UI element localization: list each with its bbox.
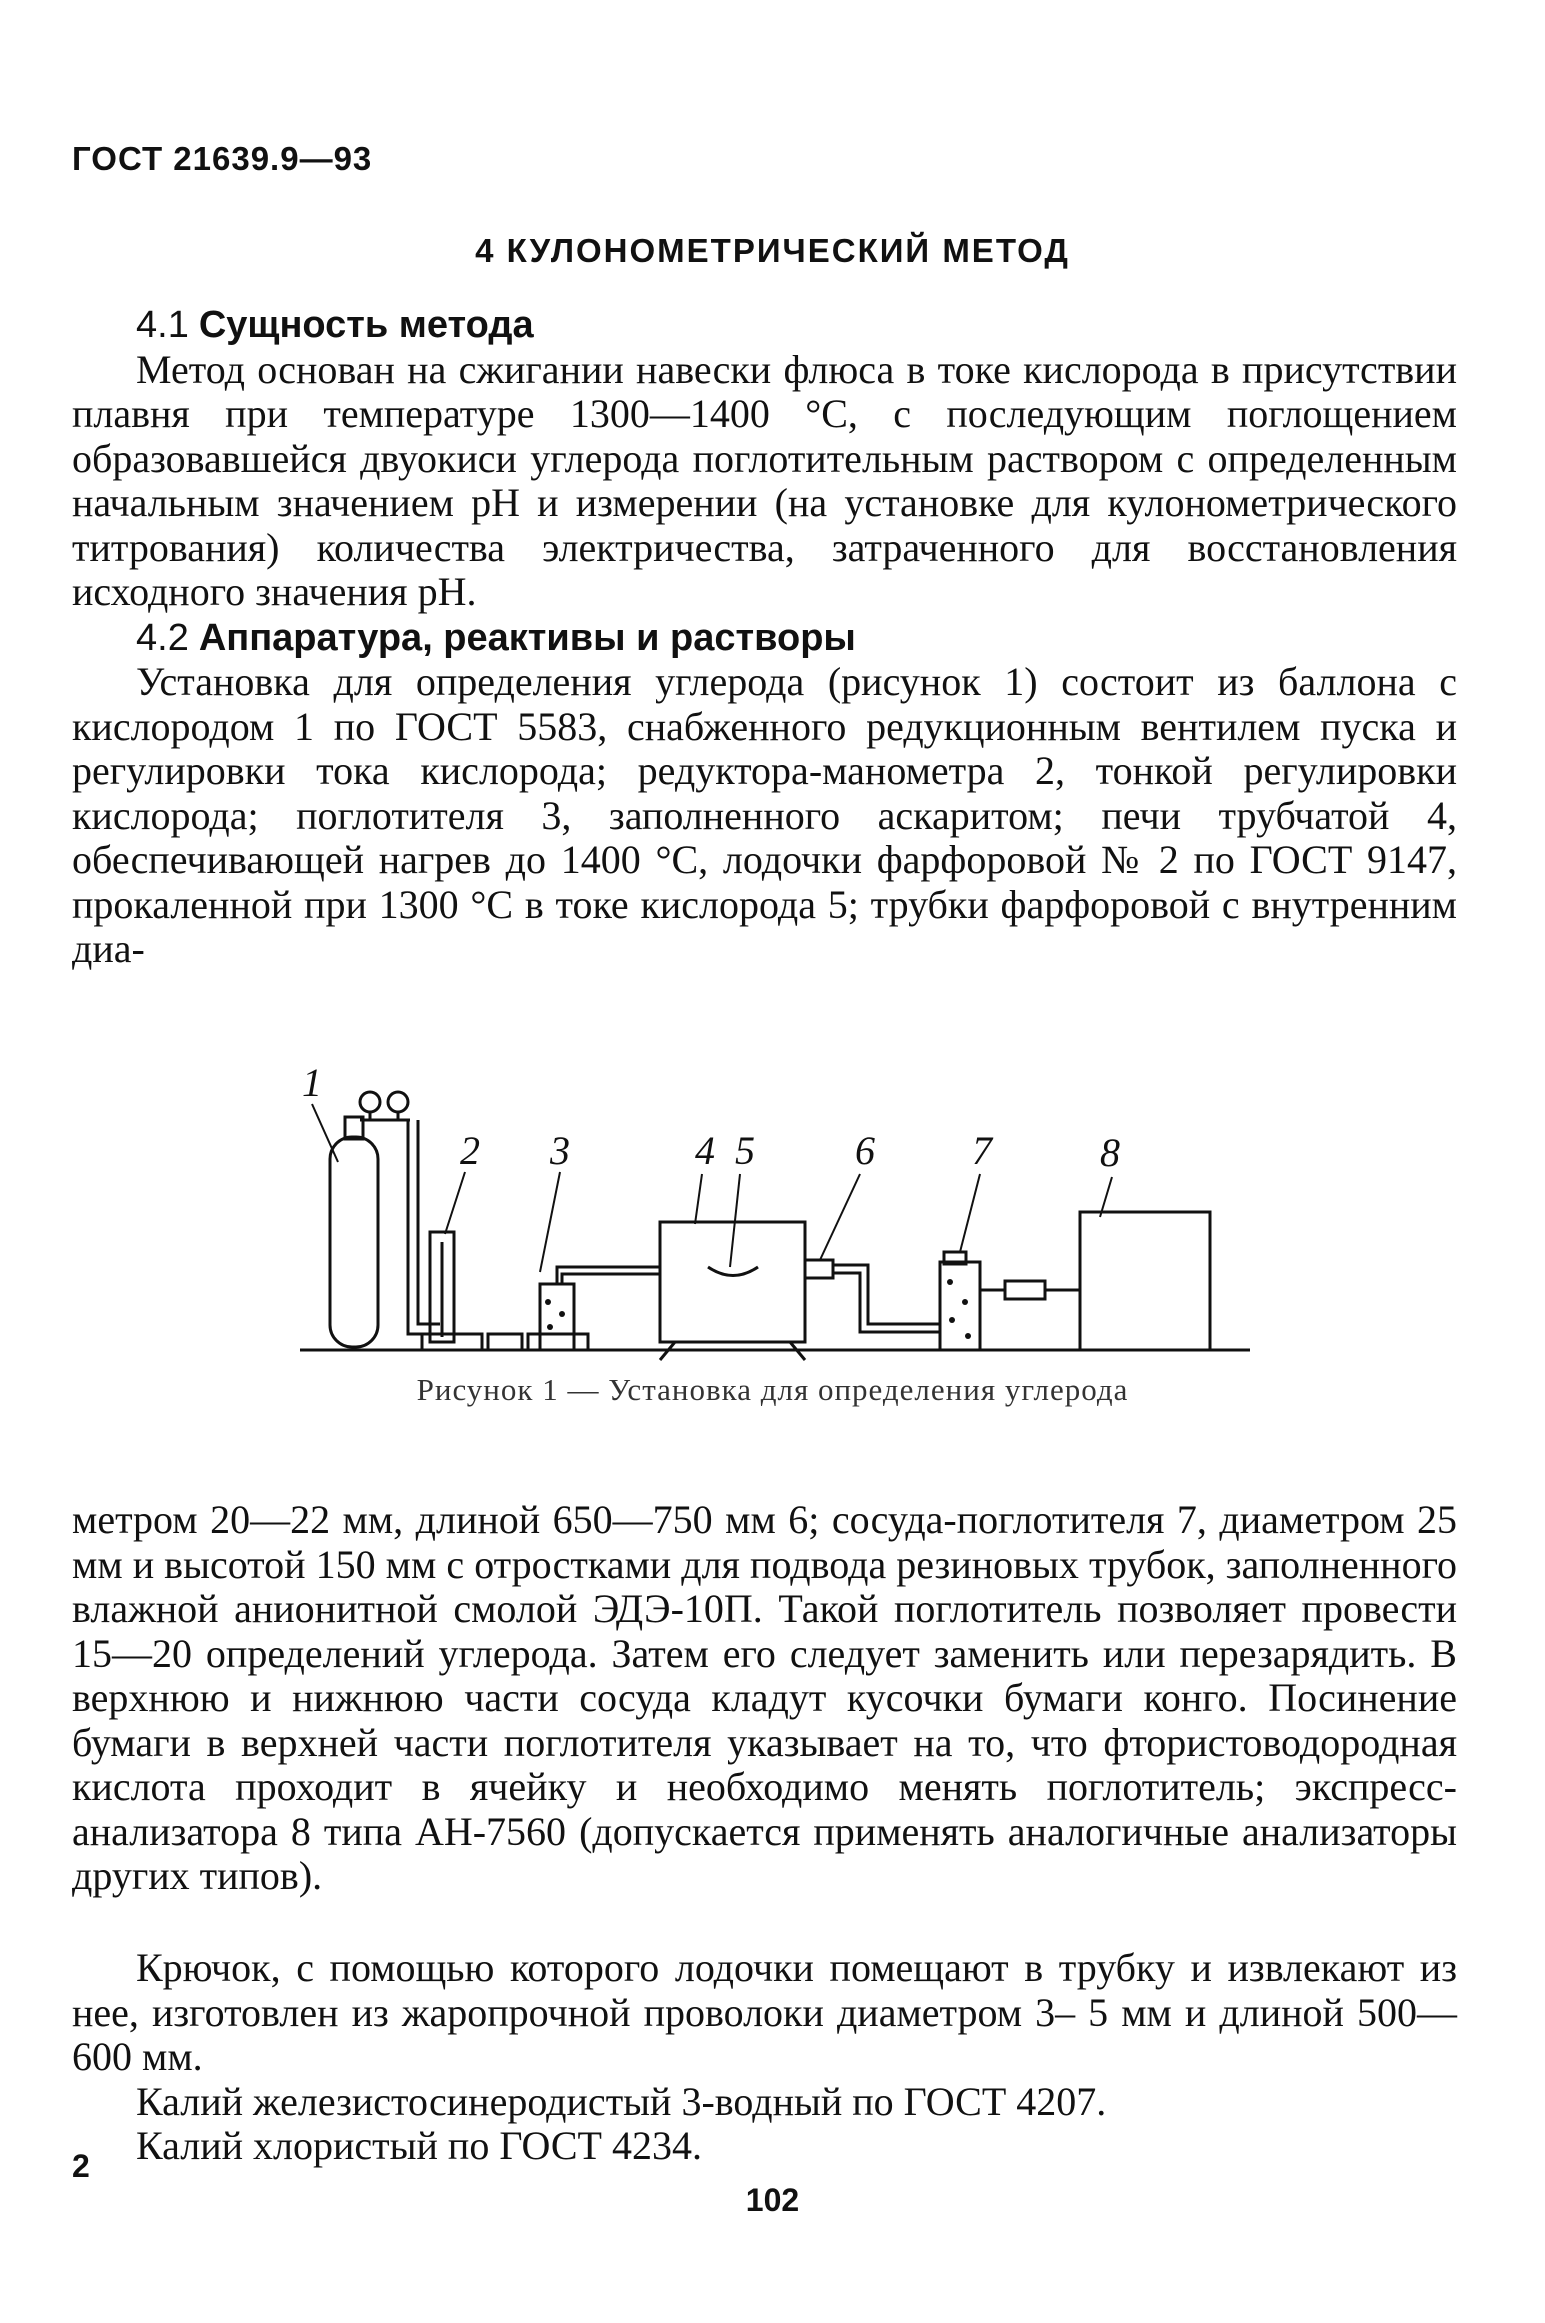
oxygen-cylinder xyxy=(330,1137,378,1347)
boat-5 xyxy=(708,1267,758,1276)
figure-label: 4 xyxy=(695,1128,715,1173)
subsection-4-2-heading xyxy=(72,615,1457,661)
paragraph-apparatus-continued: метром 20—22 мм, длиной 650—750 мм 6; сосуда-поглотителя 7, диаметром 25 мм и высотой 150 мм с отростками для подвода резиновых трубок, заполненного влажной анионитной смолой ЭДЭ-10П. Такой поглотитель позволяет провести 15—20 определений углерода. Затем его следует заменить или перезарядить. В верхнюю и нижнюю части сосуда кладут кусочки бумаги конго. Посинение бумаги в верхней части поглотителя указывает на то, что фтористоводородная кислота проходит в ячейку и необходимо менять поглотитель; экспресс-анализатора 8 типа АН-7560 (допускается применять аналогичные анализаторы других типов). xyxy=(72,1497,1457,1898)
figure-label: 6 xyxy=(855,1128,875,1173)
section-title: 4 КУЛОНОМЕТРИЧЕСКИЙ МЕТОД xyxy=(475,232,1070,269)
figure-label: 3 xyxy=(550,1128,570,1173)
pipe-to-furnace xyxy=(557,1267,660,1284)
absorber-3 xyxy=(540,1284,574,1350)
figure-label: 8 xyxy=(1100,1130,1120,1175)
express-analyzer-8 xyxy=(1080,1212,1210,1350)
pipe-to-absorber xyxy=(833,1265,940,1332)
figure-caption: Рисунок 1 — Установка для определения углерода xyxy=(416,1372,1129,1407)
figure-label: 1 xyxy=(302,1062,322,1105)
subsection-title: Сущность метода xyxy=(198,304,534,346)
connector-7-8 xyxy=(1005,1281,1045,1299)
page-number: 102 xyxy=(745,2182,800,2218)
paragraph-reagent-1: Калий железистосинеродистый 3-водный по ГОСТ 4207. xyxy=(136,2078,1107,2124)
gauge-1 xyxy=(360,1092,380,1112)
page-index: 2 xyxy=(72,2148,90,2184)
subsection-number: 4.2 xyxy=(136,616,189,659)
figure-label: 2 xyxy=(460,1128,480,1173)
gauge-2 xyxy=(388,1092,408,1112)
figure-label: 5 xyxy=(735,1128,755,1173)
paragraph-reagent-2: Калий хлористый по ГОСТ 4234. xyxy=(136,2123,702,2168)
paragraph-apparatus: Установка для определения углерода (рисунок 1) состоит из баллона с кислородом 1 по ГОСТ 5583, снабженного редукционным вентилем пуска и регулировки тока кислорода; редуктора-манометра 2, тонкой регулировки кислорода; поглотителя 3, заполненного аскаритом; печи трубчатой 4, обеспечивающей нагрев до 1400 °С, лодочки фарфоровой № 2 по ГОСТ 9147, прокаленной при 1300 °С в токе кислорода 5; трубки фарфоровой с внутренним диа- xyxy=(72,659,1457,971)
porcelain-tube-6 xyxy=(805,1260,833,1278)
connector xyxy=(488,1334,522,1350)
document-id: ГОСТ 21639.9—93 xyxy=(72,140,373,177)
subsection-4-1-heading xyxy=(72,302,1457,348)
text-block-middle xyxy=(72,1498,1457,1899)
text-block-top xyxy=(72,302,1457,972)
subsection-title: Аппаратура, реактивы и растворы xyxy=(198,616,856,659)
paragraph-essence: Метод основан на сжигании навески флюса в токе кислорода в присутствии плавня при температуре 1300—1400 °С, с последующим поглощением образовавшейся двуокиси углерода поглотительным раствором с определенным начальным значением рН и измерении (на установке для кулонометрического титрования) количества электричества, затраченного для восстановления исходного значения рН. xyxy=(72,346,1457,614)
text-block-bottom xyxy=(72,1946,1457,2169)
oxygen-pipe xyxy=(408,1120,440,1334)
absorber-7 xyxy=(940,1262,980,1350)
subsection-number: 4.1 xyxy=(136,304,189,346)
paragraph-hook: Крючок, с помощью которого лодочки помещают в трубку и извлекают из нее, изготовлен из жаропрочной проволоки диаметром 3– 5 мм и длиной 500—600 мм. xyxy=(72,1945,1457,2079)
apparatus-figure xyxy=(300,1062,1250,1362)
figure-label: 7 xyxy=(972,1128,992,1173)
